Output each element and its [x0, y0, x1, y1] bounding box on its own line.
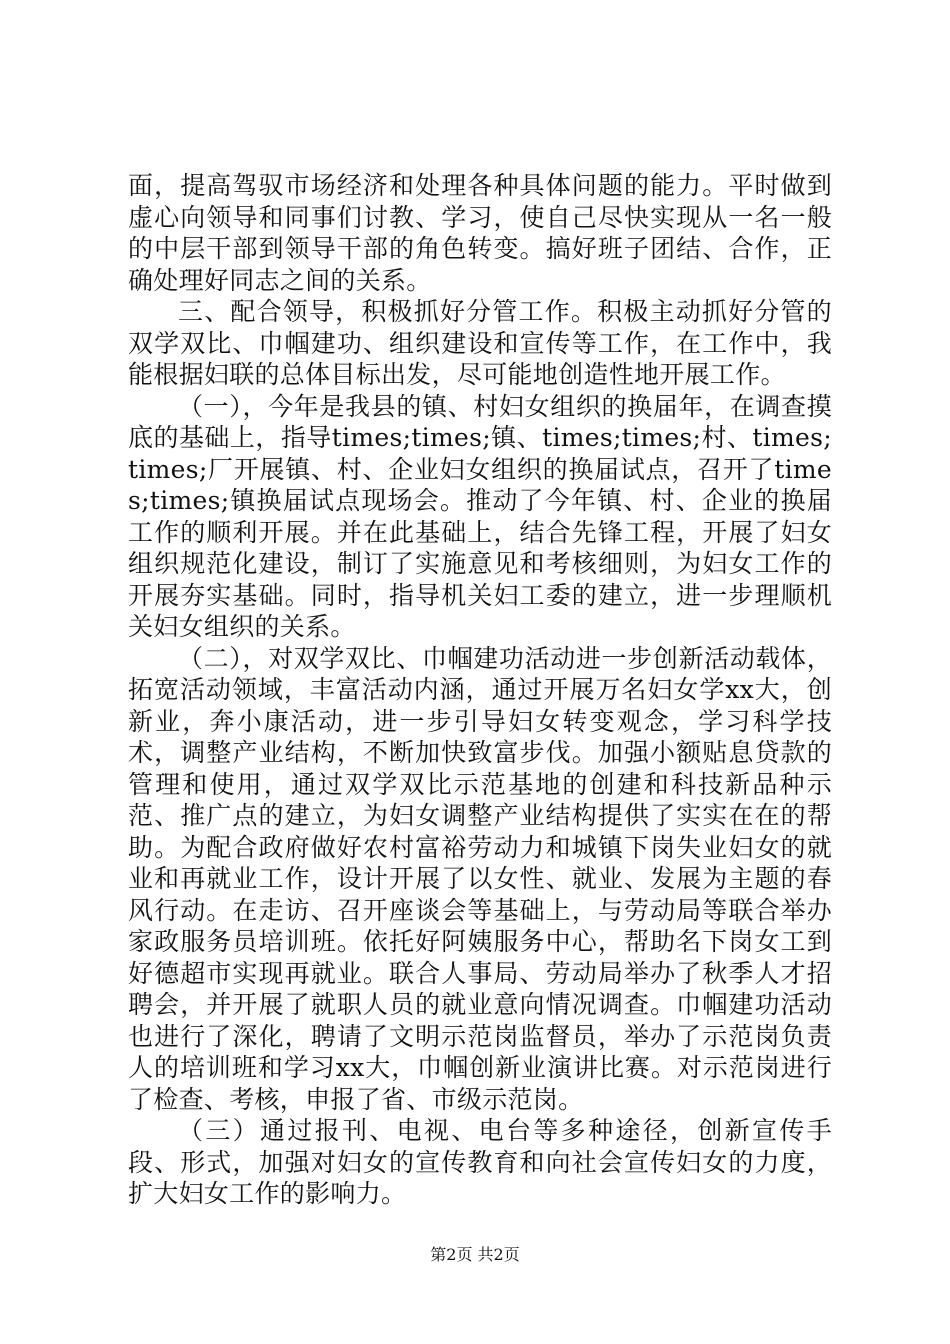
paragraph-continuation: 面，提高驾驭市场经济和处理各种具体问题的能力。平时做到虚心向领导和同事们讨教、学习，使自己尽快实现从一名一般的中层干部到领导干部的角色转变。搞好班子团结、合作，正确处理好同志之间的关系。: [128, 171, 832, 295]
paragraph-item-three: （三）通过报刊、电视、电台等多种途径，创新宣传手段、形式，加强对妇女的宣传教育和向社会宣传妇女的力度，扩大妇女工作的影响力。: [128, 1116, 832, 1208]
page-footer: [0, 1245, 950, 1265]
page-number-label: 第2页 共2页: [430, 1245, 520, 1264]
document-body: [128, 170, 832, 1210]
paragraph-item-one: （一），今年是我县的镇、村妇女组织的换届年，在调查摸底的基础上，指导times;times;镇、times;times;村、times;times;厂开展镇、村、企业妇女组织的换届试点，召开了times;times;镇换届试点现场会。推动了今年镇、村、企业的换届工作的顺利开展。并在此基础上，结合先锋工程，开展了妇女组织规范化建设，制订了实施意见和考核细则，为妇女工作的开展夯实基础。同时，指导机关妇工委的建立，进一步理顺机关妇女组织的关系。: [128, 391, 832, 641]
paragraph-section-three: 三、配合领导，积极抓好分管工作。积极主动抓好分管的双学双比、巾帼建功、组织建设和宣传等工作，在工作中，我能根据妇联的总体目标出发，尽可能地创造性地开展工作。: [128, 297, 832, 389]
paragraph-item-two: （二），对双学双比、巾帼建功活动进一步创新活动载体，拓宽活动领域，丰富活动内涵，通过开展万名妇女学xx大，创新业，奔小康活动，进一步引导妇女转变观念，学习科学技术，调整产业结构，不断加快致富步伐。加强小额贴息贷款的管理和使用，通过双学双比示范基地的创建和科技新品种示范、推广点的建立，为妇女调整产业结构提供了实实在在的帮助。为配合政府做好农村富裕劳动力和城镇下岗失业妇女的就业和再就业工作，设计开展了以女性、就业、发展为主题的春风行动。在走访、召开座谈会等基础上，与劳动局等联合举办家政服务员培训班。依托好阿姨服务中心，帮助名下岗女工到好德超市实现再就业。联合人事局、劳动局举办了秋季人才招聘会，并开展了就职人员的就业意向情况调查。巾帼建功活动也进行了深化，聘请了文明示范岗监督员，举办了示范岗负责人的培训班和学习xx大，巾帼创新业演讲比赛。对示范岗进行了检查、考核，申报了省、市级示范岗。: [128, 643, 832, 1114]
